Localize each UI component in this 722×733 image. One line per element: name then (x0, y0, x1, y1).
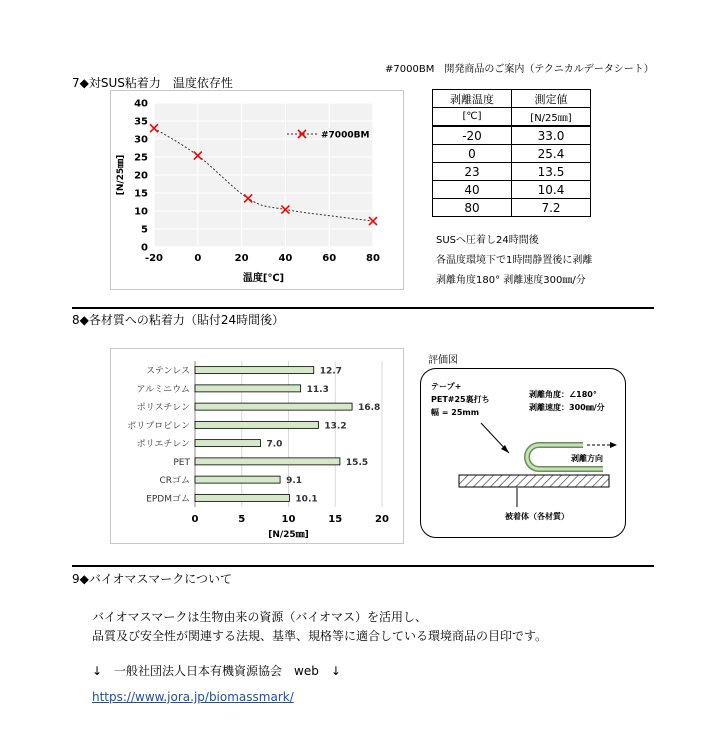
x-tick-label: 0 (194, 253, 202, 264)
y-tick-label: 30 (134, 134, 148, 146)
data-label: 9.1 (286, 476, 303, 487)
x-tick-label: 80 (366, 253, 380, 264)
category-label: アルミニウム (136, 384, 190, 395)
y-tick-label: 5 (141, 224, 148, 236)
condition-line: SUSへ圧着し24時間後 (436, 235, 539, 246)
section-divider (72, 307, 654, 309)
category-label: PET (173, 457, 190, 468)
table-cell-value: 33.0 (512, 126, 591, 145)
bar (195, 476, 280, 483)
y-tick-label: 20 (134, 170, 148, 182)
bar (195, 385, 301, 392)
x-tick-label: 60 (322, 253, 337, 264)
data-label: 15.5 (345, 457, 369, 468)
table-head-value: 測定値 (512, 90, 591, 108)
temperature-table-wrap (432, 89, 591, 217)
y-tick-label: 35 (134, 116, 148, 128)
y-tick-label: 40 (134, 98, 148, 110)
table-cell-temp: -20 (433, 126, 512, 145)
y-tick-label: 0 (141, 242, 148, 254)
category-label: ポリスチレン (136, 403, 190, 414)
peel-direction-label: 剥離方向 (571, 454, 603, 463)
substrate-label: 被着体（各材質） (505, 512, 569, 521)
temperature-chart-frame (110, 90, 404, 290)
material-bar-chart (111, 349, 403, 543)
bar (195, 494, 289, 501)
x-tick-label: 0 (191, 514, 199, 525)
peel-speed-label: 剥離速度：300㎜/分 (529, 403, 605, 412)
tape-label-2: PET#25裏打ち (431, 395, 490, 404)
organization-line: ↓ 一般社団法人日本有機資源協会 web ↓ (92, 664, 341, 678)
table-row (433, 181, 591, 199)
x-axis-label: 温度[℃] (242, 273, 285, 284)
x-axis-label: [N/25㎜] (268, 530, 309, 540)
y-tick-label: 15 (134, 188, 148, 200)
table-head-temp: 剥離温度 (433, 90, 512, 108)
section-7-title: 7◆対SUS粘着力 温度依存性 (72, 76, 233, 90)
section-9-title: 9◆バイオマスマークについて (72, 572, 233, 586)
table-cell-temp: 40 (433, 181, 512, 199)
section-8-title: 8◆各材質への粘着力（貼付24時間後） (72, 313, 285, 327)
table-cell-temp: 0 (433, 145, 512, 163)
table-cell-temp: 80 (433, 199, 512, 217)
bar (195, 458, 340, 465)
peel-test-diagram (421, 369, 625, 537)
y-tick-label: 10 (134, 206, 148, 218)
header-note: #7000BM 開発商品のご案内（テクニカルデータシート） (385, 64, 654, 75)
y-axis-label: [N/25㎜] (116, 154, 126, 196)
bar (195, 367, 314, 374)
biomass-description-line: バイオマスマークは生物由来の資源（バイオマス）を活用し、 (92, 610, 428, 624)
biomass-mark-link[interactable]: https://www.jora.jp/biomassmark/ (92, 690, 294, 704)
table-cell-value: 10.4 (512, 181, 591, 199)
x-tick-label: 20 (234, 253, 249, 264)
table-unit-temp: [℃] (433, 108, 512, 127)
x-tick-label: 15 (328, 514, 343, 525)
category-label: ポリエチレン (136, 439, 190, 450)
table-cell-value: 7.2 (512, 199, 591, 217)
table-row (433, 126, 591, 145)
condition-line: 各温度環境下で1時間静置後に剥離 (436, 255, 593, 266)
table-row (433, 199, 591, 217)
table-cell-temp: 23 (433, 163, 512, 181)
temperature-line-chart (111, 91, 403, 289)
data-label: 11.3 (306, 384, 329, 395)
tape-label-1: テープ+ (431, 382, 462, 391)
category-label: CRゴム (159, 476, 190, 487)
table-row (433, 145, 591, 163)
category-label: EPDMゴム (146, 494, 190, 505)
tape-label-3: 幅 = 25mm (431, 408, 480, 417)
data-label: 16.8 (358, 403, 381, 414)
x-tick-label: 10 (281, 514, 296, 525)
table-row (433, 163, 591, 181)
evaluation-title: 評価図 (428, 355, 458, 366)
section-divider (72, 565, 654, 567)
legend-label: #7000BM (321, 130, 370, 141)
bar (195, 440, 260, 447)
biomass-description-line: 品質及び安全性が関連する法規、基準、規格等に適合している環境商品の目印です。 (92, 629, 548, 643)
data-label: 7.0 (266, 439, 283, 450)
category-label: ステンレス (146, 366, 190, 377)
table-cell-value: 25.4 (512, 145, 591, 163)
x-tick-label: 5 (238, 514, 246, 525)
condition-line: 剥離角度180° 剥離速度300㎜/分 (436, 275, 586, 286)
x-tick-label: -20 (144, 253, 164, 264)
peel-direction-arrow (610, 442, 617, 448)
temperature-table (432, 89, 591, 217)
peel-angle-label: 剥離角度：∠180° (529, 390, 597, 399)
data-label: 10.1 (295, 494, 318, 505)
table-unit-value: [N/25㎜] (512, 108, 591, 127)
y-tick-label: 25 (134, 152, 148, 164)
bar (195, 421, 318, 428)
substrate-block (459, 475, 609, 487)
data-label: 12.7 (319, 366, 342, 377)
x-tick-label: 20 (375, 514, 389, 525)
x-tick-label: 40 (278, 253, 293, 264)
evaluation-diagram (420, 368, 626, 538)
data-label: 13.2 (324, 421, 347, 432)
table-cell-value: 13.5 (512, 163, 591, 181)
test-conditions (436, 231, 592, 291)
bar (195, 403, 352, 410)
material-chart-frame (110, 348, 404, 544)
category-label: ポリプロピレン (127, 421, 190, 432)
